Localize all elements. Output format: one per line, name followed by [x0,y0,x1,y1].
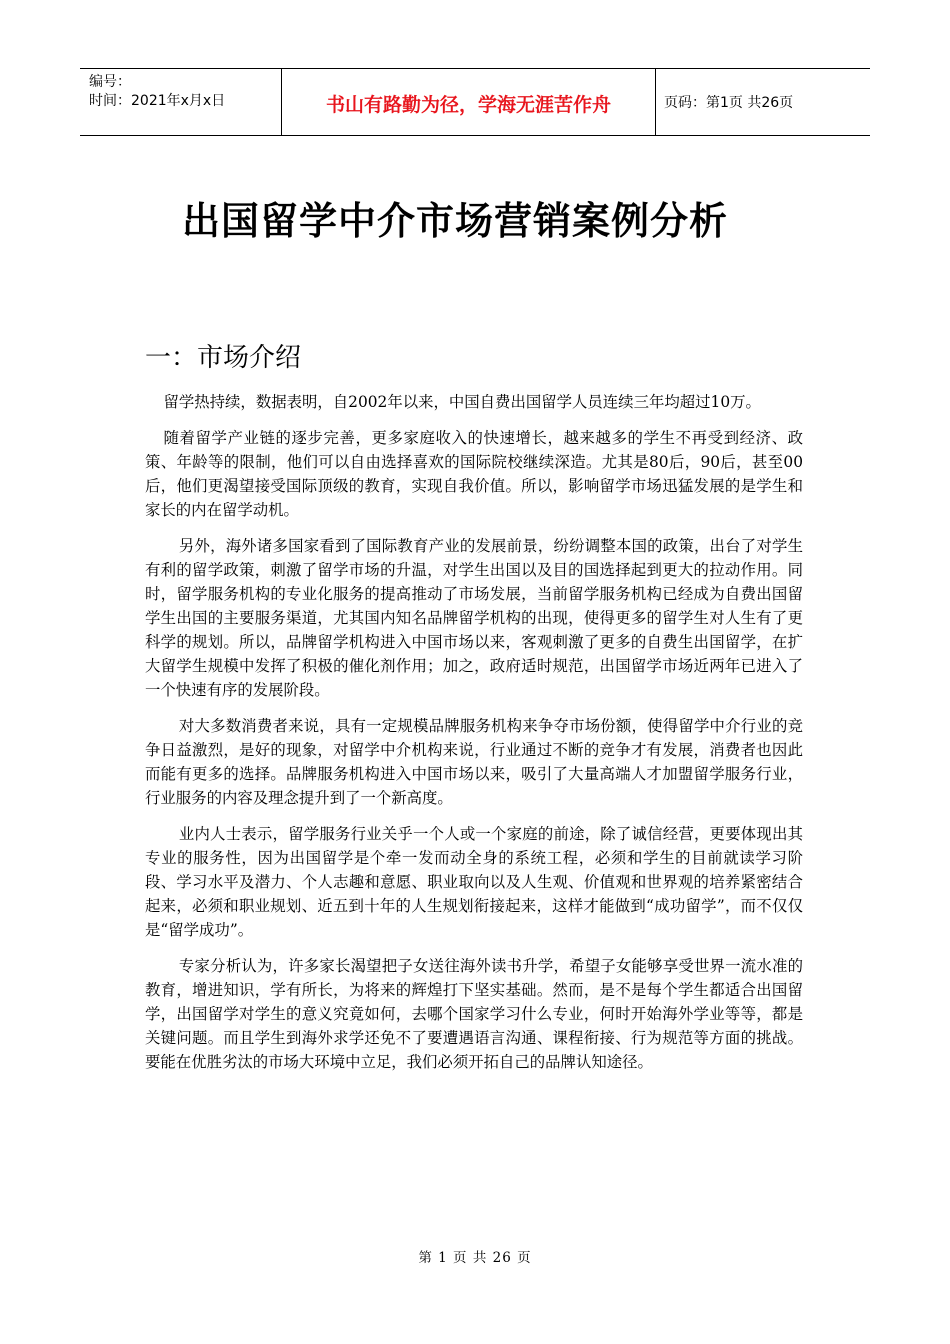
paragraph: 对大多数消费者来说，具有一定规模品牌服务机构来争夺市场份额，使得留学中介行业的竞争日益激烈，是好的现象，对留学中介机构来说，行业通过不断的竞争才有发展，消费者也因此而能有更多的选择。品牌服务机构进入中国市场以来，吸引了大量高端人才加盟留学服务行业，行业服务的内容及理念提升到了一个新高度。 [145,717,803,807]
page-footer: 第 1 页 共 26 页 [418,1250,532,1266]
header-page-code: 页码：第1页 共26页 [664,95,794,111]
section-heading: 一：市场介绍 [145,343,302,373]
document-body [145,390,803,1086]
paragraph: 随着留学产业链的逐步完善，更多家庭收入的快速增长，越来越多的学生不再受到经济、政策、年龄等的限制，他们可以自由选择喜欢的国际院校继续深造。尤其是80后，90后，甚至00后，他们更渴望接受国际顶级的教育，实现自我价值。所以，影响留学市场迅猛发展的是学生和家长的内在留学动机。 [145,429,803,519]
number-label: 编号： [89,74,131,90]
header-meta [80,69,282,135]
paragraph: 业内人士表示，留学服务行业关乎一个人或一个家庭的前途，除了诚信经营，更要体现出其专业的服务性，因为出国留学是个牵一发而动全身的系统工程，必须和学生的目前就读学习阶段、学习水平及潜力、个人志趣和意愿、职业取向以及人生观、价值观和世界观的培养紧密结合起来，必须和职业规划、近五到十年的人生规划衔接起来，这样才能做到“成功留学”，而不仅仅是“留学成功”。 [145,825,803,939]
header-motto: 书山有路勤为径，学海无涯苦作舟 [282,69,656,135]
document-header [80,68,870,136]
paragraph: 留学热持续，数据表明，自2002年以来，中国自费出国留学人员连续三年均超过10万。 [163,393,761,411]
document-title: 出国留学中介市场营销案例分析 [181,199,728,243]
paragraph: 专家分析认为，许多家长渴望把子女送往海外读书升学，希望子女能够享受世界一流水准的教育，增进知识，学有所长，为将来的辉煌打下坚实基础。然而，是不是每个学生都适合出国留学，出国留学对学生的意义究竟如何，去哪个国家学习什么专业，何时开始海外学业等等，都是关键问题。而且学生到海外求学还免不了要遭遇语言沟通、课程衔接、行为规范等方面的挑战。要能在优胜劣汰的市场大环境中立足，我们必须开拓自己的品牌认知途径。 [145,957,803,1071]
paragraph: 另外，海外诸多国家看到了国际教育产业的发展前景，纷纷调整本国的政策，出台了对学生有利的留学政策，刺激了留学市场的升温，对学生出国以及目的国选择起到更大的拉动作用。同时，留学服务机构的专业化服务的提高推动了市场发展，当前留学服务机构已经成为自费出国留学生出国的主要服务渠道，尤其国内知名品牌留学机构的出现，使得更多的留学生对人生有了更科学的规划。所以，品牌留学机构进入中国市场以来，客观刺激了更多的自费生出国留学，在扩大留学生规模中发挥了积极的催化剂作用；加之，政府适时规范，出国留学市场近两年已进入了一个快速有序的发展阶段。 [145,537,803,699]
time-label: 时间：2021年x月x日 [89,93,226,109]
